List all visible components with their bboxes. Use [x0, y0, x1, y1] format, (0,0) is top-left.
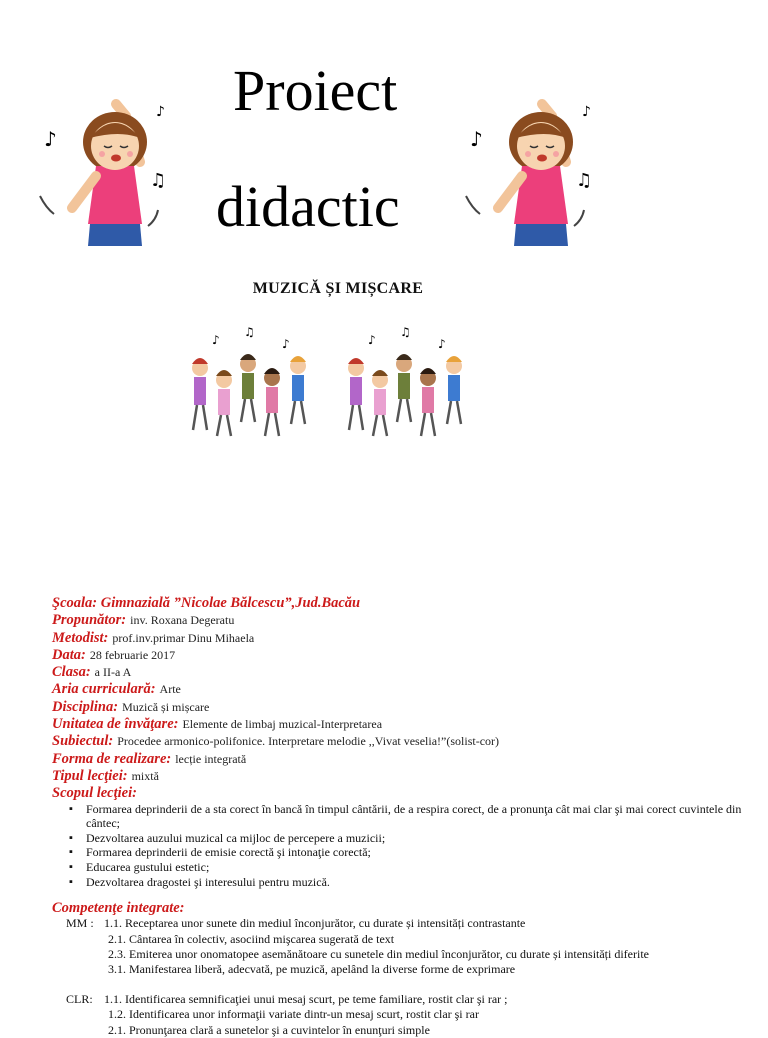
- svg-text:♪: ♪: [470, 127, 483, 151]
- svg-text:♪: ♪: [368, 333, 376, 347]
- info-row-scopul: Scopul lecţiei:: [52, 785, 137, 802]
- info-row-metodist: Metodist: prof.inv.primar Dinu Mihaela: [52, 629, 255, 646]
- competence-mm-row: 3.1. Manifestarea liberă, adecvată, pe muzică, apelând la diverse forme de exprimare: [108, 962, 516, 977]
- info-row-disciplina: Disciplina: Muzică și mișcare: [52, 698, 210, 715]
- scope-list: [52, 802, 752, 890]
- title-line-2: didactic: [216, 174, 400, 239]
- dancing-children-icon: [340, 322, 475, 442]
- info-row-subiectul: Subiectul: Procedee armonico-polifonice. Interpretare melodie ,,Vivat veselia!”(solist-cor): [52, 733, 500, 750]
- list-item: ▪ Formarea deprinderii de emisie corectă şi intonaţie corectă;: [68, 845, 752, 860]
- info-row-unitatea: Unitatea de învăţare: Elemente de limbaj muzical-Interpretarea: [52, 716, 383, 733]
- dancing-girl-icon: [456, 96, 601, 246]
- svg-text:♪: ♪: [156, 104, 165, 120]
- competence-mm-row: MM : 1.1. Receptarea unor sunete din mediul înconjurător, cu durate și intensități contrastante: [66, 916, 526, 931]
- svg-text:♪: ♪: [44, 127, 57, 151]
- svg-text:♫: ♫: [400, 325, 411, 339]
- svg-text:♪: ♪: [282, 337, 290, 351]
- svg-text:♫: ♫: [576, 170, 593, 191]
- info-row-forma: Forma de realizare: lecție integrată: [52, 750, 247, 767]
- competence-mm-row: 2.3. Emiterea unor onomatopee asemănătoare cu sunetele din mediul înconjurător, cu durate și intensități diferite: [108, 946, 649, 961]
- competence-mm-row: 2.1. Cântarea în colectiv, asociind mişcarea sugerată de text: [108, 931, 395, 946]
- svg-text:♪: ♪: [582, 104, 591, 120]
- info-row-clasa: Clasa: a II-a A: [52, 664, 132, 681]
- svg-text:♫: ♫: [244, 325, 255, 339]
- competence-clr-row: 1.2. Identificarea unor informaţii variate dintr-un mesaj scurt, rostit clar şi rar: [108, 1007, 479, 1022]
- competente-heading: Competenţe integrate:: [52, 900, 185, 917]
- svg-text:♫: ♫: [150, 170, 167, 191]
- svg-text:♪: ♪: [212, 333, 220, 347]
- list-item: ▪ Dezvoltarea auzului muzical ca mijloc de percepere a muzicii;: [68, 831, 752, 846]
- info-row-propunator: Propunător: inv. Roxana Degeratu: [52, 612, 235, 629]
- lesson-info: [52, 594, 752, 1038]
- info-row-data: Data: 28 februarie 2017: [52, 646, 176, 663]
- competence-clr-row: 2.1. Pronunţarea clară a sunetelor şi a cuvintelor în enunţuri simple: [108, 1022, 430, 1037]
- title-line-1: Proiect: [233, 58, 398, 123]
- competence-clr-row: CLR: 1.1. Identificarea semnificaţiei unui mesaj scurt, pe teme familiare, rostit clar şi rar ;: [66, 992, 508, 1007]
- list-item: ▪ Dezvoltarea dragostei şi interesului pentru muzică.: [68, 875, 752, 890]
- info-row-school: Şcoala: Gimnazială ”Nicolae Bălcescu”,Jud.Bacău: [52, 595, 361, 611]
- info-row-aria: Aria curriculară: Arte: [52, 681, 181, 698]
- list-item: ▪ Formarea deprinderii de a sta corect în bancă în timpul cântării, de a respira corect, de a pronunţa cât mai clar şi mai corect cuvintele din cântec;: [68, 802, 752, 831]
- dancing-girl-icon: [30, 96, 175, 246]
- list-item: ▪ Educarea gustului estetic;: [68, 860, 752, 875]
- subtitle: MUZICĂ ȘI MIȘCARE: [252, 280, 424, 297]
- svg-text:♪: ♪: [438, 337, 446, 351]
- info-row-tipul: Tipul lecţiei: mixtă: [52, 767, 159, 784]
- dancing-children-icon: [184, 322, 319, 442]
